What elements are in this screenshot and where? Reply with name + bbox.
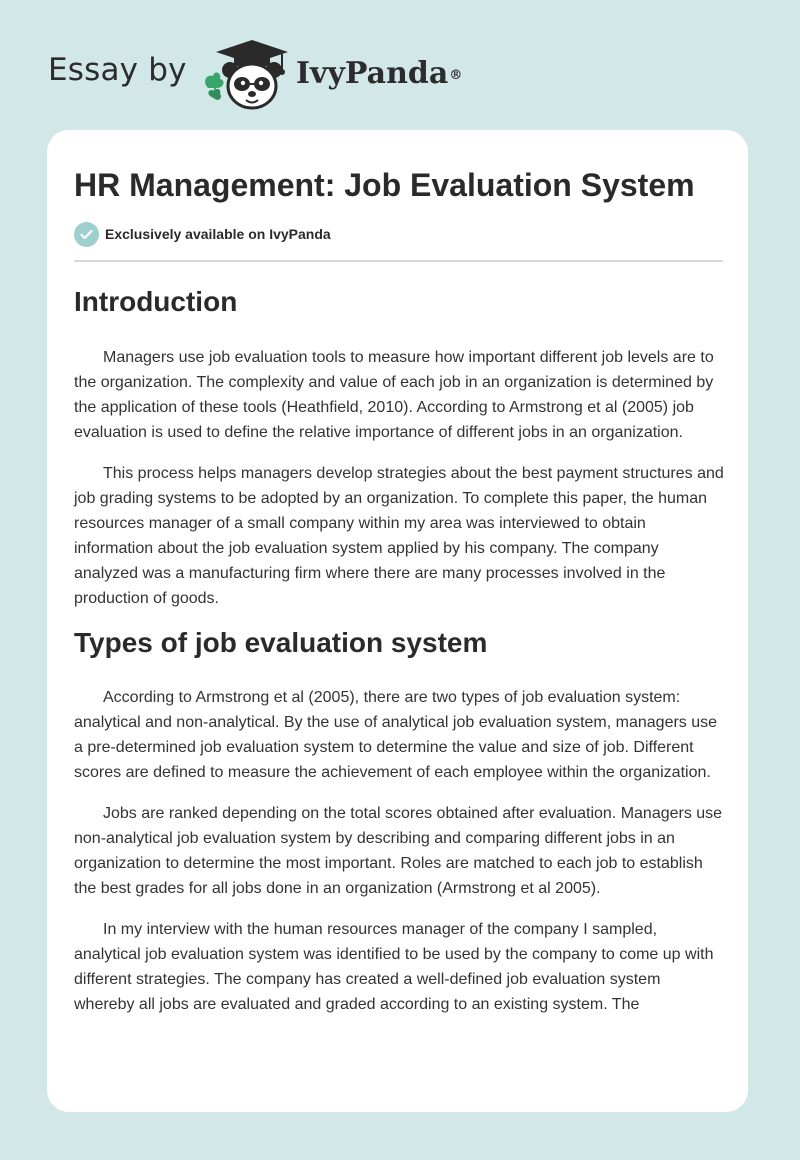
- essay-body: [74, 280, 724, 1017]
- brand-name: [296, 54, 462, 94]
- check-icon: [74, 222, 99, 247]
- section-heading-introduction: Introduction: [74, 286, 238, 317]
- paragraph: Jobs are ranked depending on the total scores obtained after evaluation. Managers use non-analytical job evaluation system by describing and comparing different jobs in an organization to determine the most important. Roles are matched to each job to establish the best grades for all jobs done in an organization (Armstrong et al 2005).: [74, 805, 723, 897]
- paragraph: According to Armstrong et al (2005), there are two types of job evaluation system: analytical and non-analytical. By the use of analytical job evaluation system, managers use a pre-determined job evaluation system to determine the value and size of job. Different scores are defined to measure the achievement of each employee within the organization.: [74, 689, 718, 781]
- essay-by-label: Essay by: [48, 52, 187, 88]
- brand-name-text: IvyPanda: [296, 56, 449, 91]
- site-header: [0, 0, 800, 130]
- section-heading-types: Types of job evaluation system: [74, 627, 488, 658]
- paragraph: Managers use job evaluation tools to measure how important different job levels are to the organization. The complexity and value of each job in an organization is determined by the application of these tools (Heathfield, 2010). According to Armstrong et al (2005) job evaluation is used to define the relative importance of different jobs in an organization.: [74, 349, 714, 441]
- paragraph: In my interview with the human resources manager of the company I sampled, analytical job evaluation system was identified to be used by the company to come up with different strategies. The company has created a well-defined job evaluation system whereby all jobs are evaluated and graded according to an existing system. The: [74, 921, 714, 1013]
- essay-card: [47, 130, 748, 1112]
- registered-mark: ®: [449, 68, 463, 83]
- paragraph: This process helps managers develop strategies about the best payment structures and job grading systems to be adopted by an organization. To complete this paper, the human resources manager of a small company within my area was interviewed to obtain information about the job evaluation system applied by his company. The company analyzed was a manufacturing firm where there are many processes involved in the production of goods.: [74, 465, 724, 607]
- exclusive-notice: [74, 221, 331, 247]
- panda-graduate-icon: [200, 36, 292, 112]
- exclusive-label: Exclusively available on IvyPanda: [105, 226, 331, 242]
- title-divider: [74, 260, 723, 262]
- page-title: HR Management: Job Evaluation System: [74, 167, 695, 203]
